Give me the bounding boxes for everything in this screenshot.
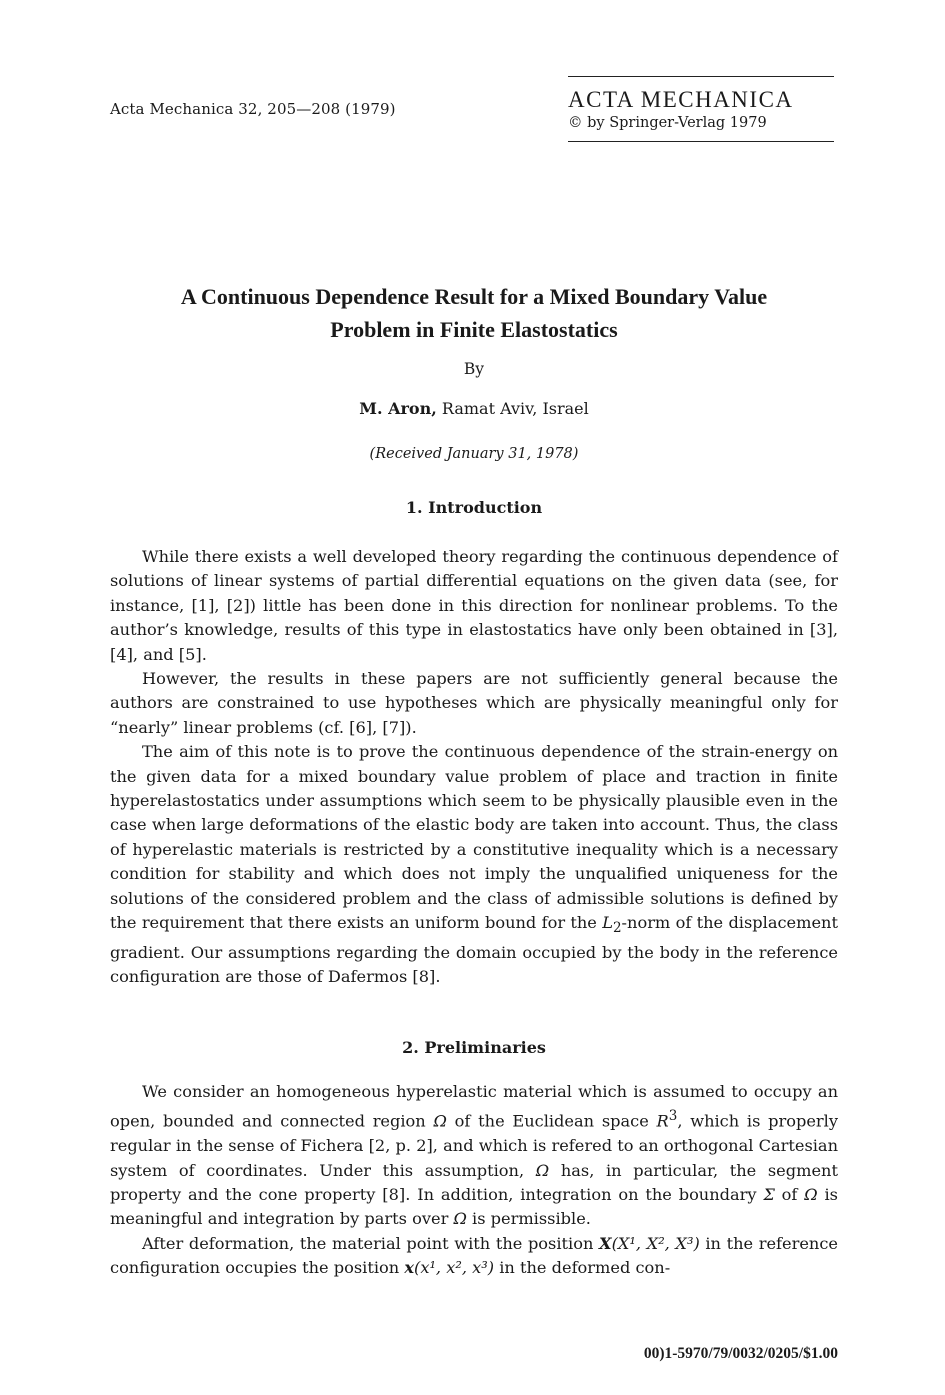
section-heading-preliminaries: 2. Preliminaries bbox=[402, 1038, 546, 1057]
prelim-p1-text-a: We consider an homogeneous hyperelastic material which is assumed to occupy an open, bounded and connected region bbox=[110, 1082, 838, 1131]
author-line bbox=[110, 399, 838, 418]
prelim-p1-text-b: of the Euclidean space bbox=[446, 1111, 657, 1131]
publisher-copyright: © by Springer-Verlag 1979 bbox=[568, 115, 767, 131]
journal-masthead bbox=[568, 76, 834, 142]
introduction-body bbox=[110, 545, 838, 990]
prelim-p1-text-g: is permissible. bbox=[466, 1209, 591, 1229]
title-line-2: Problem in Finite Elastostatics bbox=[330, 317, 618, 342]
issn-code: 00)1-5970/79/0032/0205/$1.00 bbox=[643, 1345, 838, 1362]
deformed-position-symbol: x bbox=[404, 1258, 414, 1278]
intro-paragraph-2: However, the results in these papers are not sufficiently general because the authors are constrained to use hypotheses which are physically meaningful only for “nearly” linear problems (cf. [6], [7]). bbox=[110, 669, 838, 737]
title-line-1: A Continuous Dependence Result for a Mixed Boundary Value bbox=[180, 284, 768, 309]
author-affiliation: Ramat Aviv, Israel bbox=[441, 399, 589, 418]
norm-subscript: 2 bbox=[612, 920, 622, 937]
omega-symbol: Ω bbox=[433, 1111, 447, 1131]
by-line: By bbox=[463, 360, 485, 378]
section-heading-introduction: 1. Introduction bbox=[405, 498, 543, 517]
prelim-p1-text-e: of bbox=[774, 1185, 805, 1205]
sigma-symbol: Σ bbox=[763, 1185, 775, 1205]
received-date: (Received January 31, 1978) bbox=[369, 446, 579, 462]
reference-coordinates: (X¹, X², X³) bbox=[611, 1233, 700, 1253]
omega-symbol: Ω bbox=[453, 1209, 467, 1229]
euclidean-space-superscript: 3 bbox=[668, 1108, 678, 1125]
reference-position-symbol: X bbox=[599, 1233, 612, 1253]
prelim-p1-text-c: , which is properly regular in the sense of Fichera [2, p. 2], and which is refered to an orthogonal Cartesian system of coordinates. Under this assumption, bbox=[110, 1111, 838, 1180]
deformed-coordinates: (x¹, x², x³) bbox=[414, 1258, 495, 1278]
norm-symbol: L bbox=[602, 913, 613, 933]
intro-p3-text-b: -norm of the displacement gradient. Our assumptions regarding the domain occupied by the body in the reference configuration are those of Dafermos [8]. bbox=[110, 913, 838, 987]
prelim-paragraph-1 bbox=[110, 1080, 838, 1232]
intro-paragraph-1: While there exists a well developed theory regarding the continuous dependence of solutions of linear systems of partial differential equations on the given data (see, for instance, [1], [2]) little has been done in this direction for nonlinear problems. To the author’s knowledge, results of this type in elastostatics have only been obtained in [3], [4], and [5]. bbox=[110, 547, 838, 664]
author-name: M. Aron, bbox=[359, 399, 437, 418]
intro-p3-text-a: The aim of this note is to prove the continuous dependence of the strain-energy on the given data for a mixed boundary value problem of place and traction in finite hyperelastostatics under assumptions which seem to be physically plausible even in the case when large deformations of the elastic body are taken into account. Thus, the class of hyperelastic materials is restricted by a constitutive inequality which is a necessary condition for stability and which does not imply the unqualified uniqueness for the solutions of the considered problem and the class of admissible solutions is defined by the requirement that there exists an uniform bound for the bbox=[110, 742, 838, 933]
article-title bbox=[110, 280, 838, 346]
journal-citation: Acta Mechanica 32, 205—208 (1979) bbox=[110, 100, 396, 118]
prelim-p2-text-c: in the deformed con- bbox=[494, 1258, 671, 1278]
prelim-p1-text-f: is meaningful and integration by parts over bbox=[110, 1185, 838, 1229]
prelim-p2-text-b: in the reference configuration occupies the position bbox=[110, 1233, 838, 1278]
omega-symbol: Ω bbox=[535, 1160, 550, 1180]
prelim-paragraph-2 bbox=[110, 1232, 838, 1281]
journal-name: ACTA MECHANICA bbox=[568, 87, 794, 112]
preliminaries-body bbox=[110, 1080, 838, 1281]
intro-paragraph-3 bbox=[110, 740, 838, 989]
omega-symbol: Ω bbox=[804, 1185, 818, 1205]
euclidean-space-symbol: R bbox=[656, 1111, 669, 1131]
prelim-p2-text-a: After deformation, the material point with the position bbox=[142, 1233, 600, 1253]
prelim-p1-text-d: has, in particular, the segment property and the cone property [8]. In addition, integration on the boundary bbox=[110, 1160, 838, 1205]
